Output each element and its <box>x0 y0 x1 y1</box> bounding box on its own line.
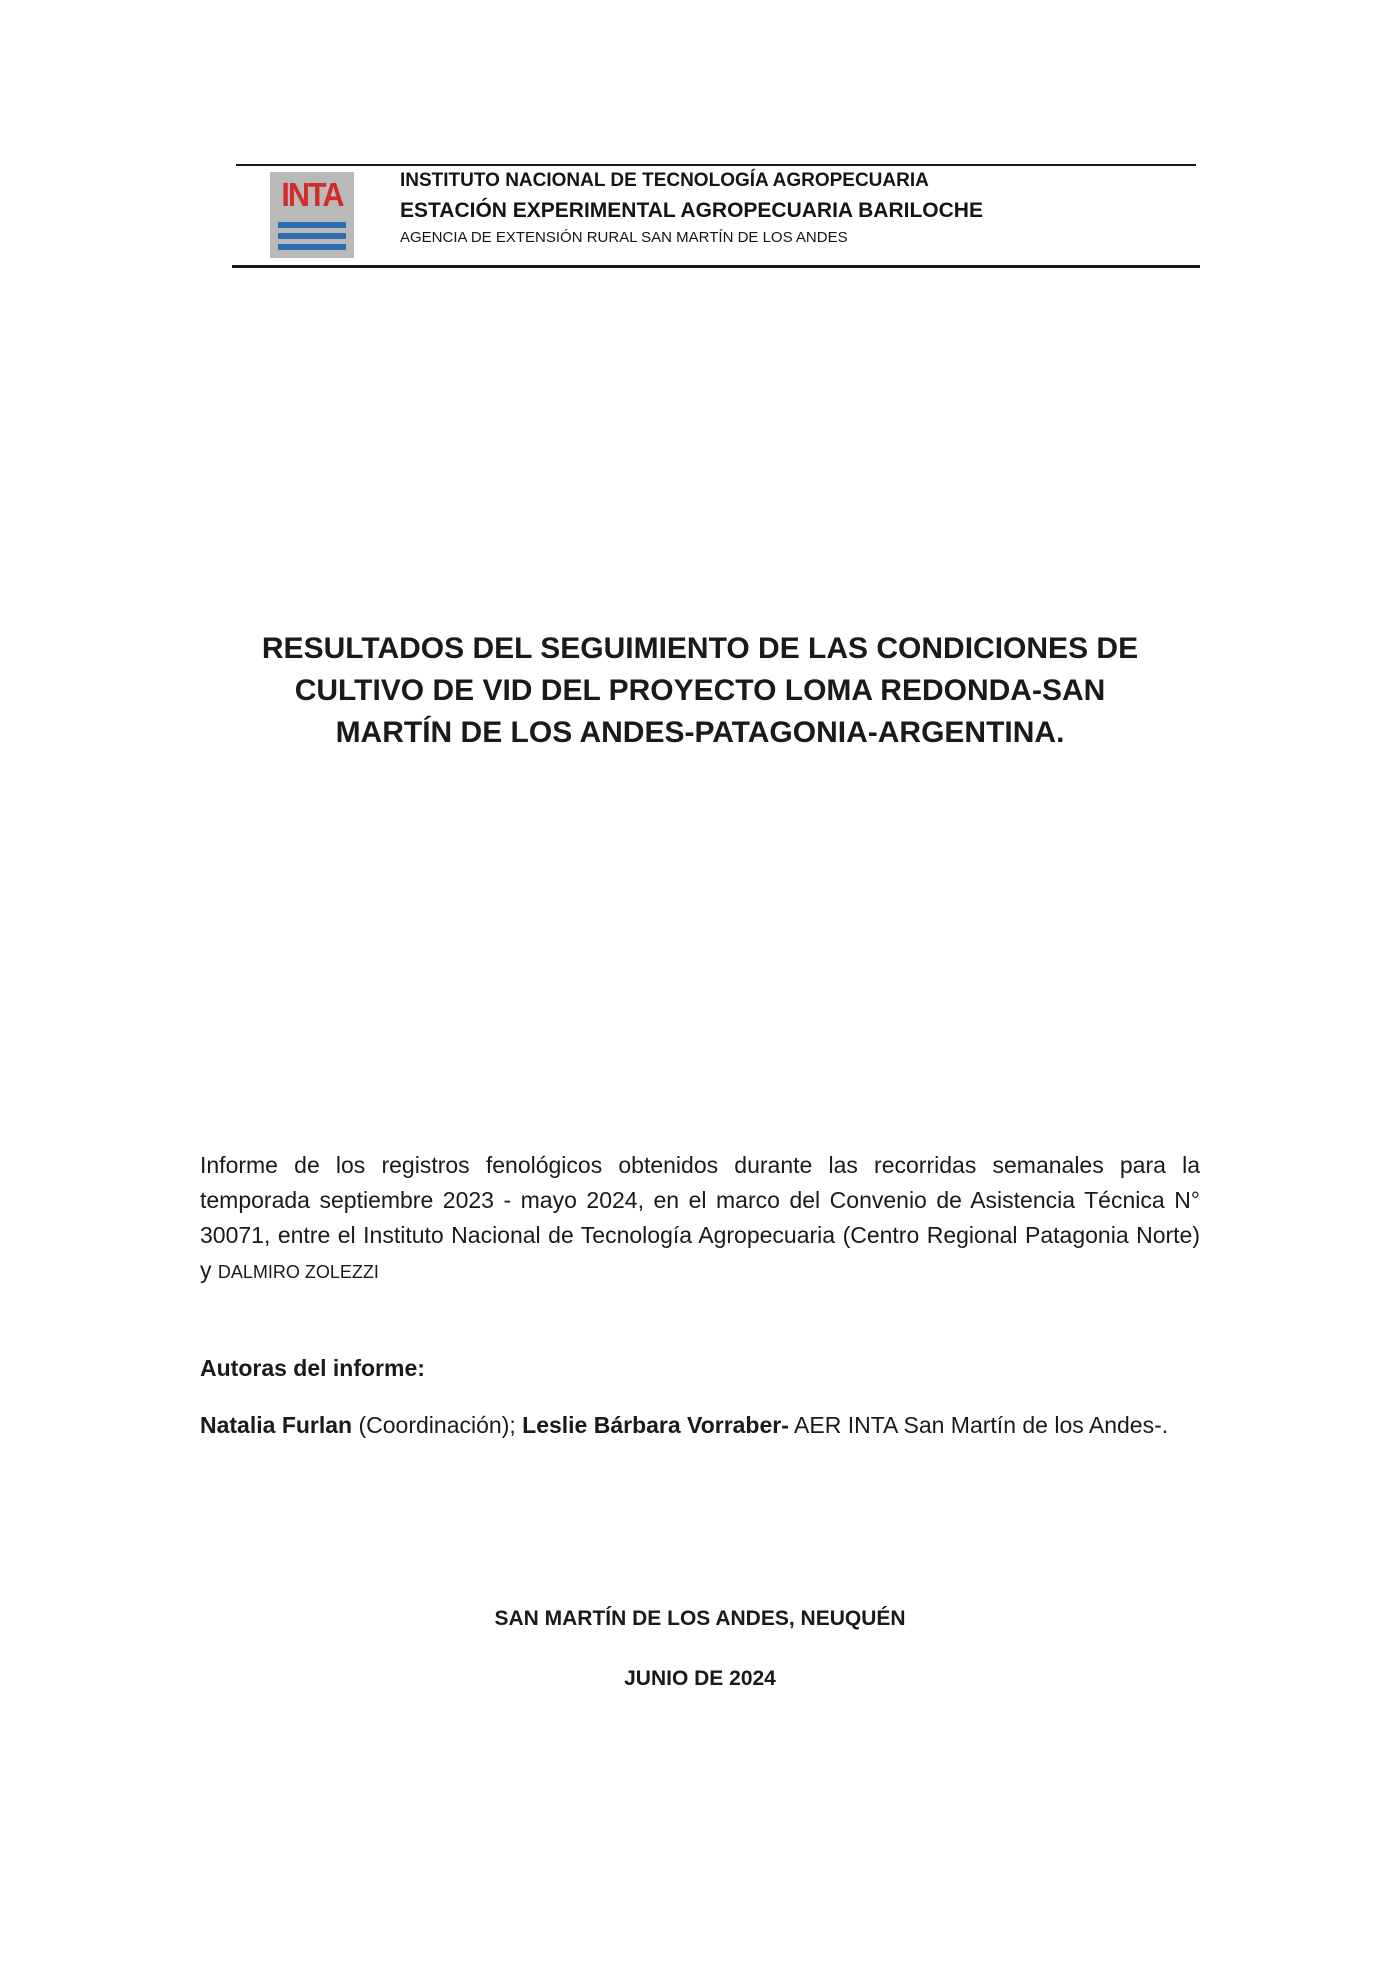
intro-counterpart: DALMIRO ZOLEZZI <box>217 1262 379 1282</box>
title-line: CULTIVO DE VID DEL PROYECTO LOMA REDONDA-SAN <box>294 674 1106 707</box>
agency-name: AGENCIA DE EXTENSIÓN RURAL SAN MARTÍN DE LOS ANDES <box>400 229 848 246</box>
logo-stripe <box>278 244 346 250</box>
author-role: (Coordinación); <box>352 1412 523 1438</box>
inta-logo-text: INTA <box>281 176 343 213</box>
footer-place: SAN MARTÍN DE LOS ANDES, NEUQUÉN <box>494 1607 906 1630</box>
title-line: RESULTADOS DEL SEGUIMIENTO DE LAS CONDICIONES DE <box>261 632 1139 665</box>
title-line: MARTÍN DE LOS ANDES-PATAGONIA-ARGENTINA. <box>335 716 1065 749</box>
header-top-rule <box>236 164 1196 166</box>
authors-paragraph <box>200 1407 1200 1443</box>
logo-stripe <box>278 233 346 239</box>
author-affiliation: AER INTA San Martín de los Andes-. <box>788 1412 1169 1438</box>
intro-paragraph <box>200 1148 1200 1290</box>
author-name: Leslie Bárbara Vorraber- <box>522 1412 789 1438</box>
authors-heading: Autoras del informe: <box>200 1355 425 1381</box>
intro-text: Informe de los registros fenológicos obtenidos durante las recorridas semanales para la temporada septiembre 2023 - mayo 2024, en el marco del Convenio de Asistencia Técnica N° 30071, entre el Instituto Nacional de Tecnología Agropecuaria (Centro Regional Patagonia Norte) y <box>200 1152 1200 1283</box>
inta-logo <box>270 172 354 258</box>
institute-name: INSTITUTO NACIONAL DE TECNOLOGÍA AGROPECUARIA <box>400 170 929 191</box>
header-bottom-rule <box>232 265 1200 268</box>
footer-date: JUNIO DE 2024 <box>624 1667 776 1690</box>
station-name: ESTACIÓN EXPERIMENTAL AGROPECUARIA BARILOCHE <box>400 199 983 222</box>
author-name: Natalia Furlan <box>200 1412 353 1438</box>
logo-stripe <box>278 222 346 228</box>
document-title <box>230 628 1170 754</box>
